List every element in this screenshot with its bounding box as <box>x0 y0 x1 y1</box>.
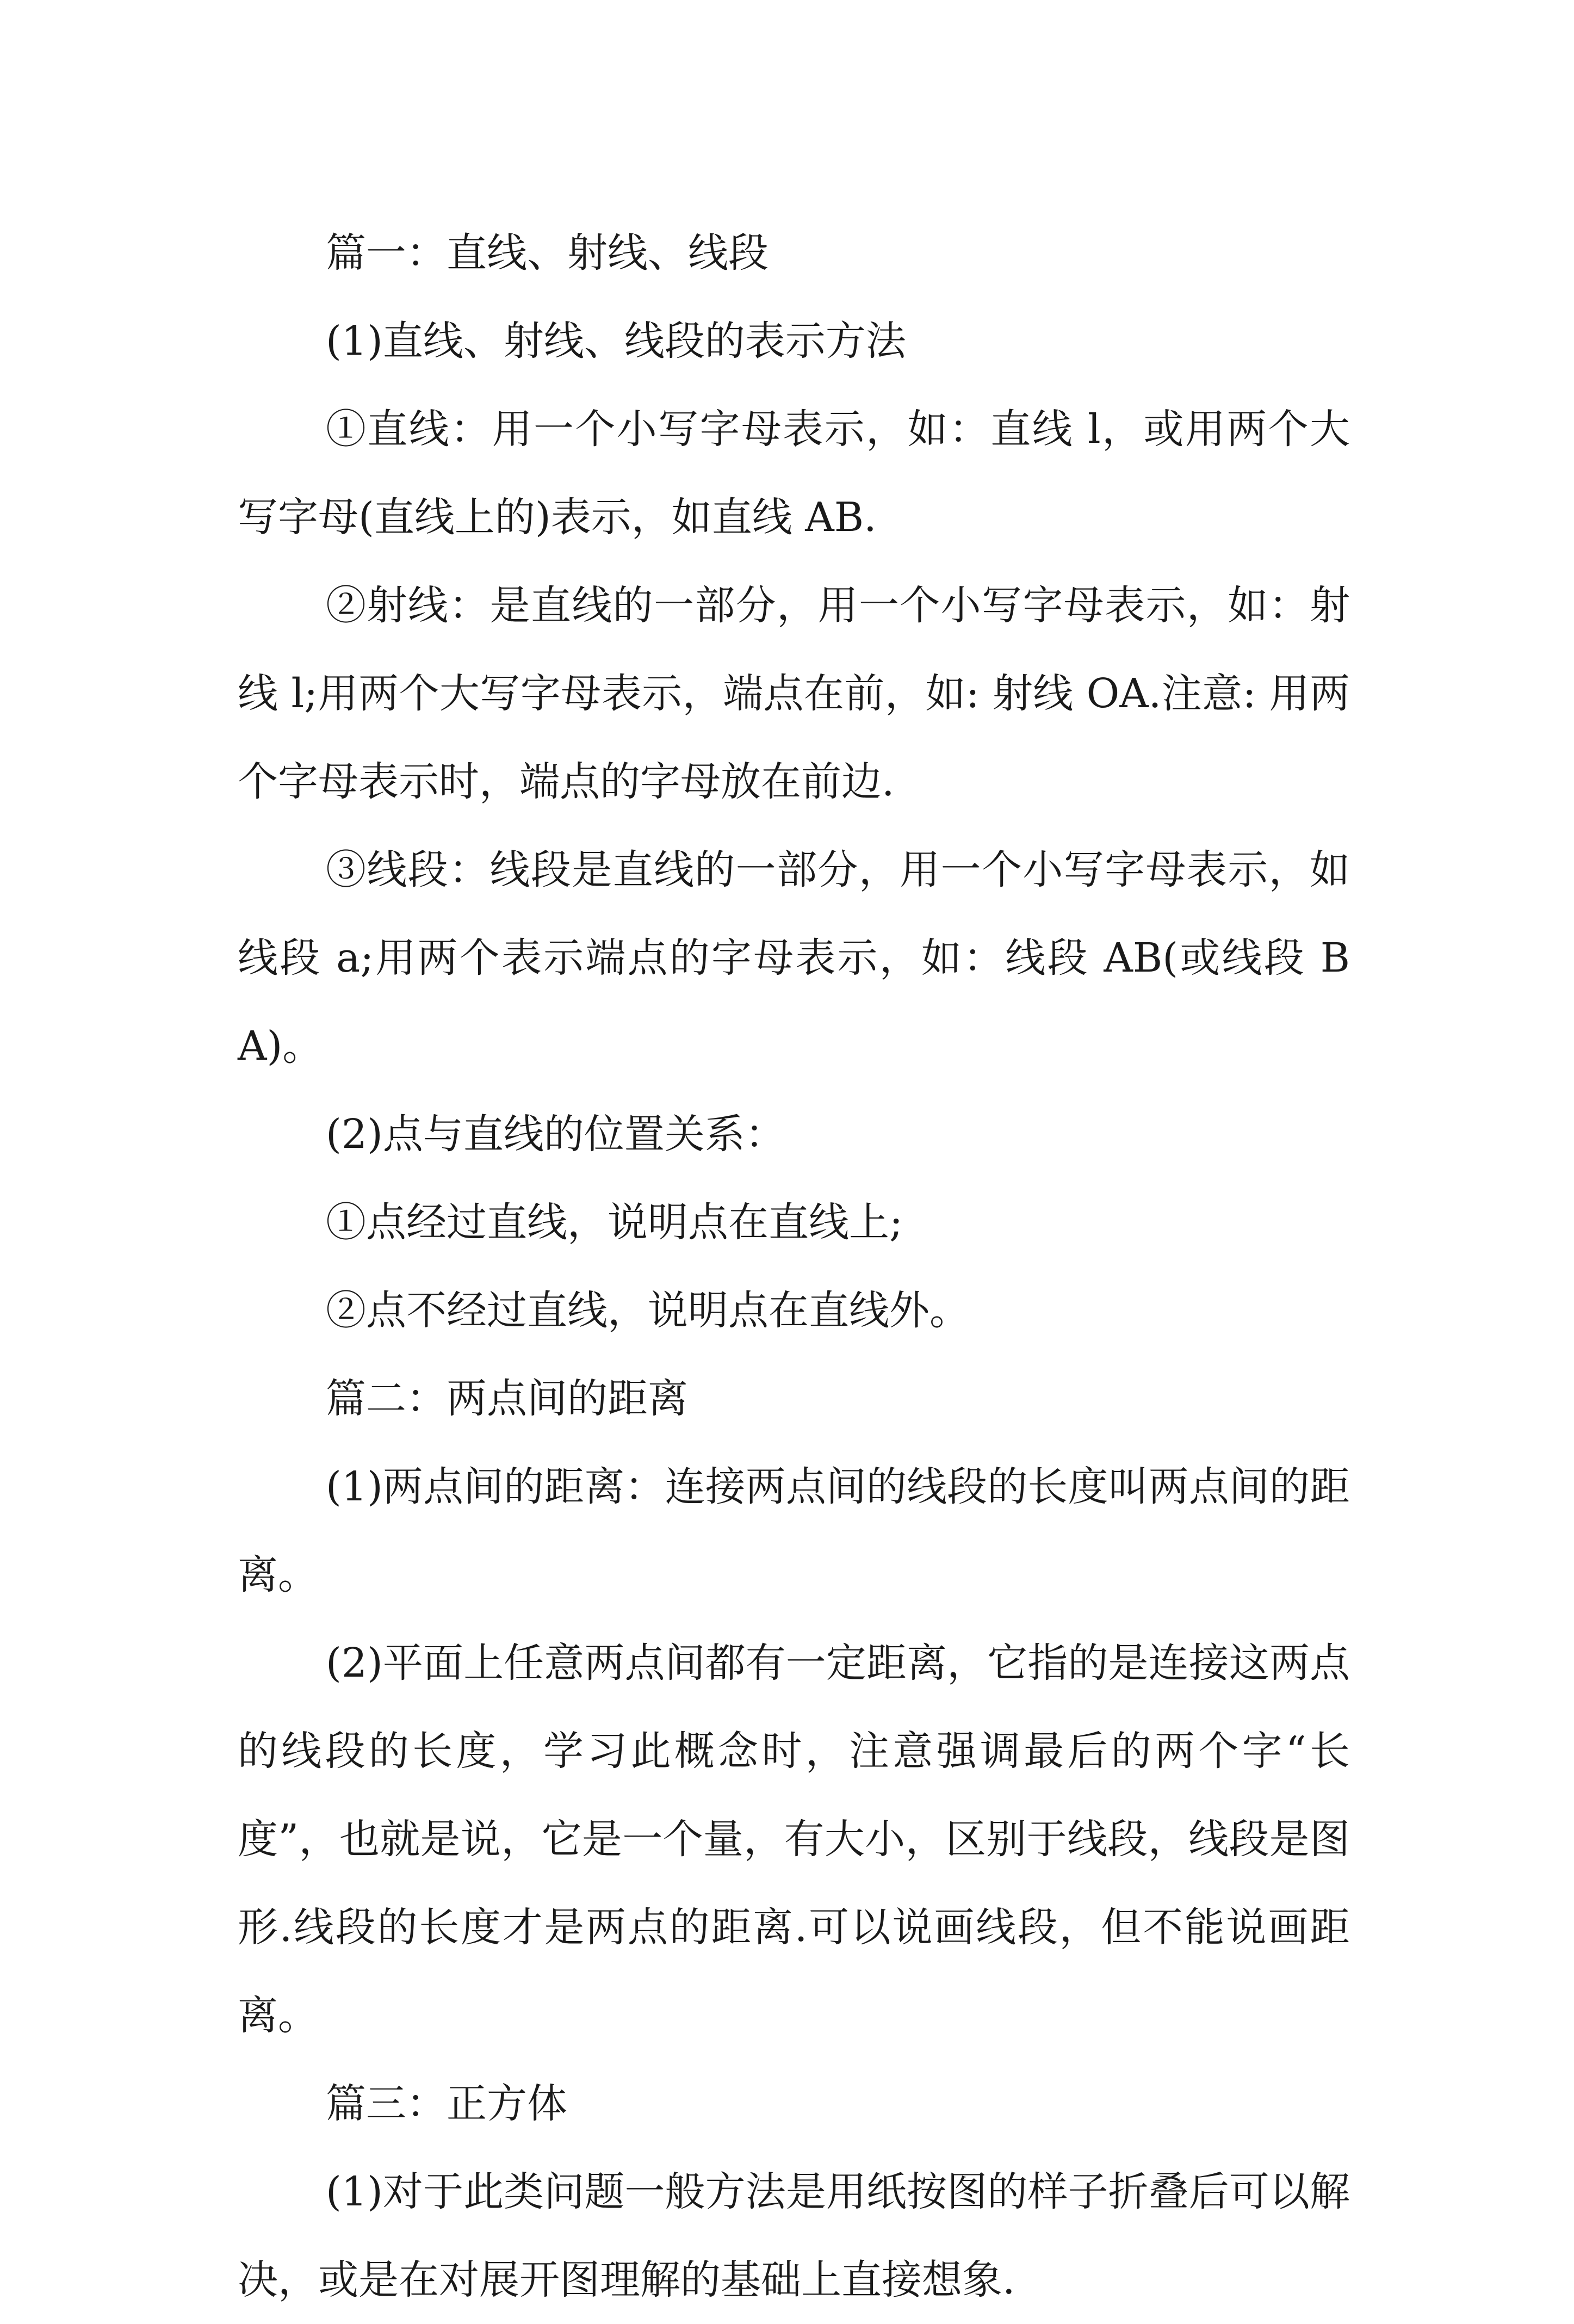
section-heading-three: 篇三：正方体 <box>326 2080 567 2127</box>
paragraph-point-off-line: ②点不经过直线，说明点在直线外。 <box>326 1287 970 1334</box>
subheading-representation: (1)直线、射线、线段的表示方法 <box>326 318 906 364</box>
paragraph-ray: ②射线：是直线的一部分，用一个小写字母表示，如：射线 l;用两个大写字母表示，端点在前，如: 射线 OA.注意: 用两个字母表示时，端点的字母放在前边. <box>238 582 1350 805</box>
section-heading-two: 篇二：两点间的距离 <box>326 1375 688 1422</box>
paragraph-point-on-line: ①点经过直线，说明点在直线上; <box>326 1199 903 1246</box>
paragraph-segment: ③线段：线段是直线的一部分，用一个小写字母表示，如线段 a;用两个表示端点的字母表示，如：线段 AB(或线段 BA)。 <box>238 846 1350 1070</box>
paragraph-line: ①直线：用一个小写字母表示，如：直线 l，或用两个大写字母(直线上的)表示，如直线 AB. <box>238 406 1350 541</box>
paragraph-distance-explanation: (2)平面上任意两点间都有一定距离，它指的是连接这两点的线段的长度，学习此概念时，注意强调最后的两个字“长度”，也就是说，它是一个量，有大小，区别于线段，线段是图形.线段的长度才是两点的距离.可以说画线段，但不能说画距离。 <box>238 1640 1350 2039</box>
document-body <box>238 209 1350 2324</box>
paragraph-distance-definition: (1)两点间的距离：连接两点间的线段的长度叫两点间的距离。 <box>238 1463 1350 1598</box>
paragraph-cube-method: (1)对于此类问题一般方法是用纸按图的样子折叠后可以解决，或是在对展开图理解的基础上直接想象. <box>238 2168 1350 2303</box>
subheading-point-line: (2)点与直线的位置关系： <box>326 1111 785 1158</box>
section-heading-one: 篇一：直线、射线、线段 <box>326 230 769 276</box>
